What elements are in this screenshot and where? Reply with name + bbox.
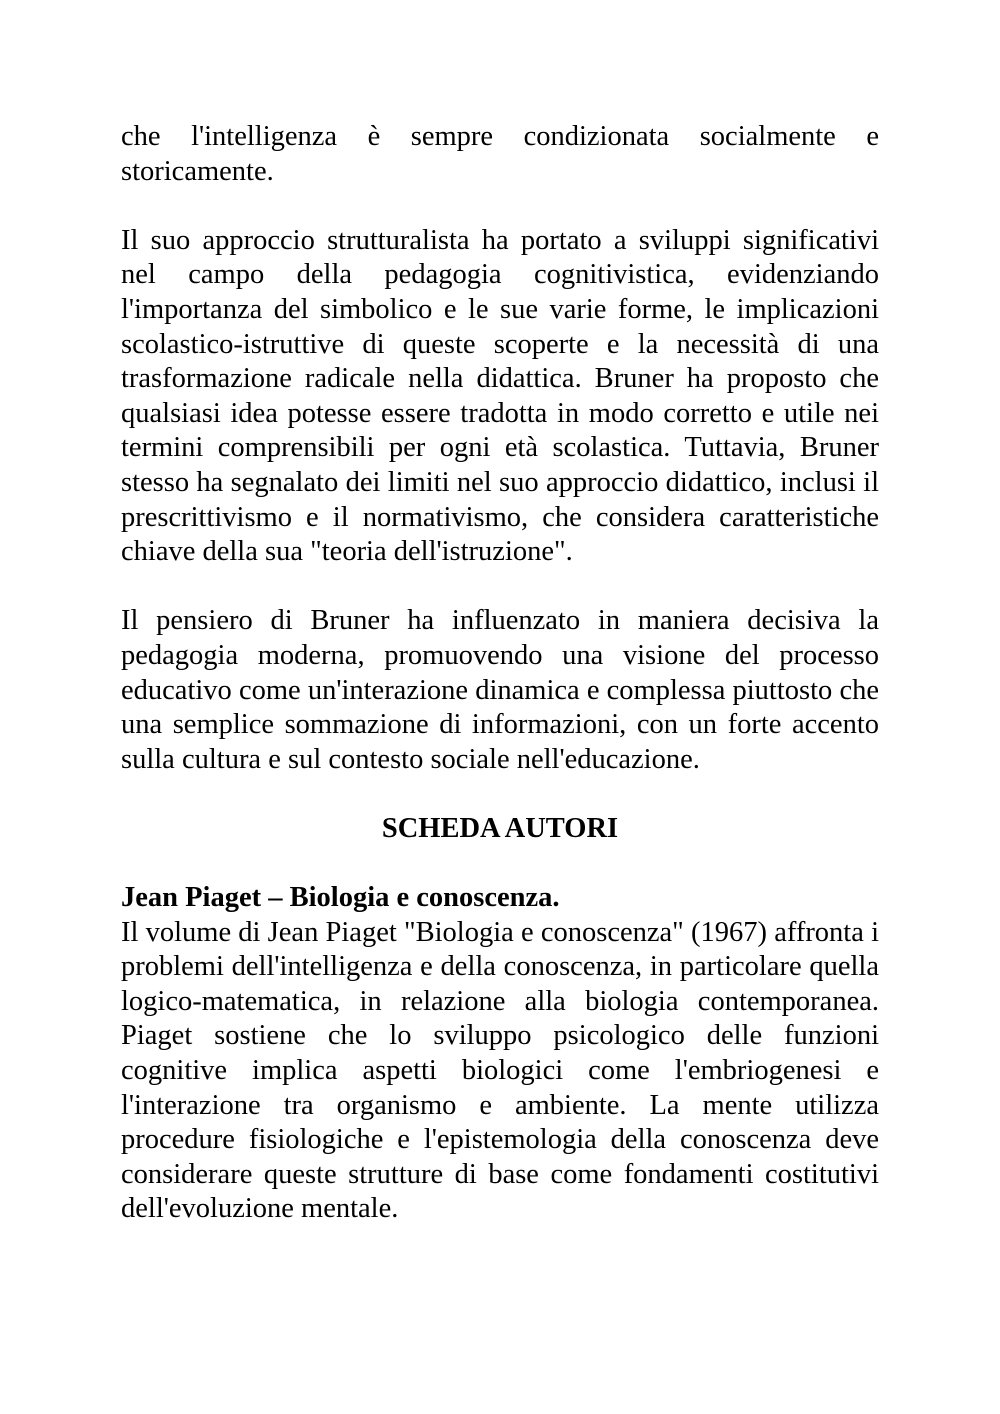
paragraph-structuralist-approach: Il suo approccio strutturalista ha portato a sviluppi significativi nel campo della pedagogia cognitivistica, evidenziando l'importanza del simbolico e le sue varie forme, le implicazioni scolastico-istruttive di queste scoperte e la necessità di una trasformazione radicale nella didattica. Bruner ha proposto che qualsiasi idea potesse essere tradotta in modo corretto e utile nei termini comprensibili per ogni età scolastica. Tuttavia, Bruner stesso ha segnalato dei limiti nel suo approccio didattico, inclusi il prescrittivismo e il normativismo, che considera caratteristiche chiave della sua "teoria dell'istruzione". bbox=[121, 224, 879, 568]
document-page bbox=[121, 120, 879, 1227]
paragraph-spacer bbox=[121, 189, 879, 224]
paragraph-spacer bbox=[121, 846, 879, 881]
paragraph-bruner-influence: Il pensiero di Bruner ha influenzato in maniera decisiva la pedagogia moderna, promuovendo una visione del processo educativo come un'interazione dinamica e complessa piuttosto che una semplice sommazione di informazioni, con un forte accento sulla cultura e sul contesto sociale nell'educazione. bbox=[121, 605, 879, 775]
section-heading: SCHEDA AUTORI bbox=[381, 812, 619, 844]
author-entry-title: Jean Piaget – Biologia e conoscenza. bbox=[121, 882, 560, 914]
paragraph-spacer bbox=[121, 777, 879, 812]
paragraph-spacer bbox=[121, 570, 879, 605]
paragraph-intelligence-conclusion: che l'intelligenza è sempre condizionata socialmente e storicamente. bbox=[121, 121, 879, 187]
author-entry-body: Il volume di Jean Piaget "Biologia e conoscenza" (1967) affronta i problemi dell'intelligenza e della conoscenza, in particolare quella logico-matematica, in relazione alla biologia contemporanea. Piaget sostiene che lo sviluppo psicologico delle funzioni cognitive implica aspetti biologici come l'embriogenesi e l'interazione tra organismo e ambiente. La mente utilizza procedure fisiologiche e l'epistemologia della conoscenza deve considerare queste strutture di base come fondamenti costitutivi dell'evoluzione mentale. bbox=[121, 916, 879, 1225]
